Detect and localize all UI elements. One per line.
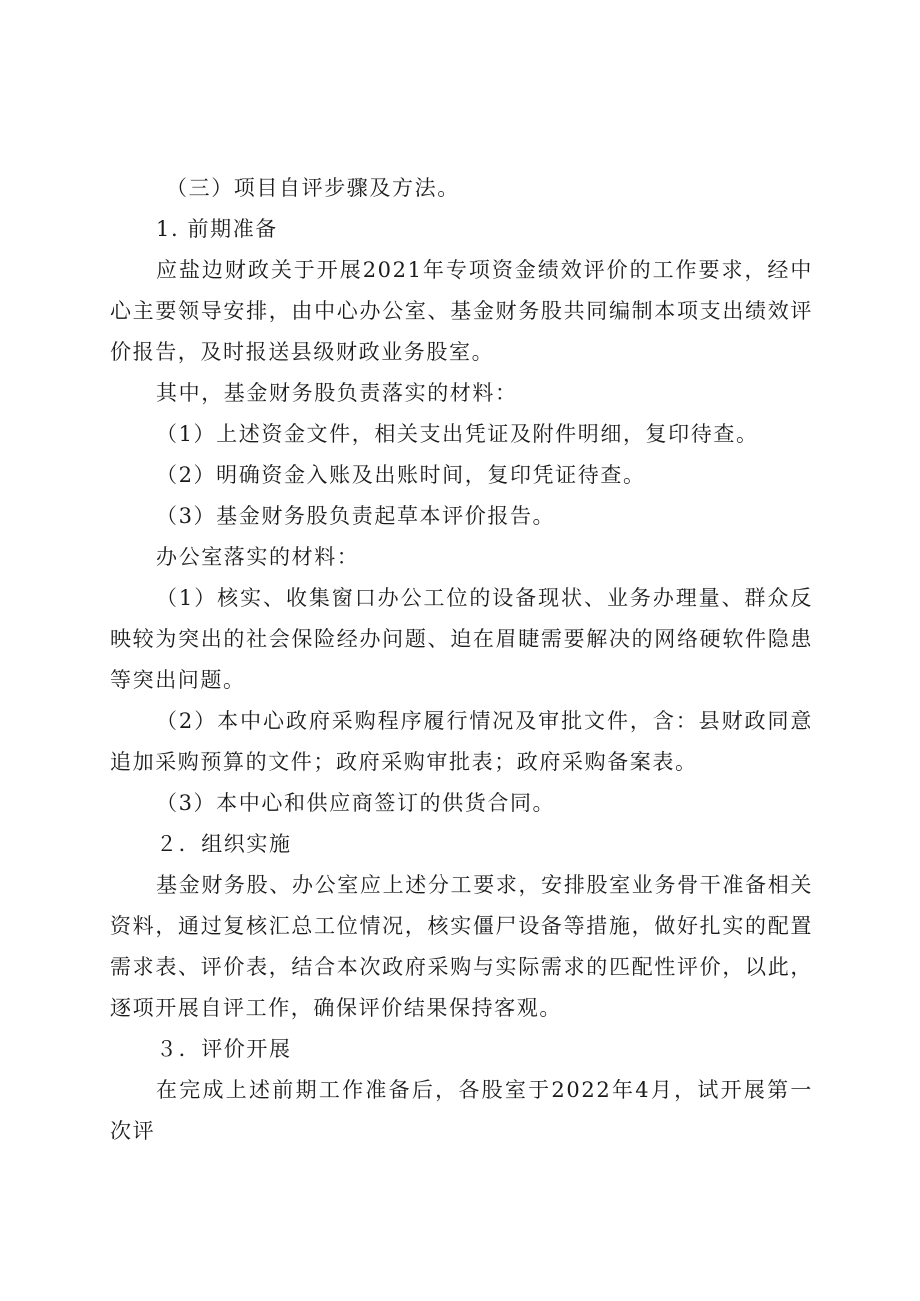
subheading-implementation: ２．组织实施 (156, 832, 292, 856)
subheading-evaluation: ３．评价开展 (156, 1037, 292, 1061)
paragraph-implementation: 基金财务股、办公室应上述分工要求，安排股室业务骨干准备相关资料，通过复核汇总工位情况，核实僵尸设备等措施，做好扎实的配置需求表、评价表，结合本次政府采购与实际需求的匹配性评价，以此，逐项开展自评工作，确保评价结果保持客观。 (110, 873, 813, 1020)
list-item-office-2: （2）本中心政府采购程序履行情况及审批文件，含：县财政同意追加采购预算的文件；政府采购审批表；政府采购备案表。 (110, 709, 813, 774)
paragraph-office-materials-intro: 办公室落实的材料： (156, 545, 360, 569)
paragraph-requirement: 应盐边财政关于开展2021年专项资金绩效评价的工作要求，经中心主要领导安排，由中心办公室、基金财务股共同编制本项支出绩效评价报告，及时报送县级财政业务股室。 (110, 258, 813, 364)
paragraph-finance-materials-intro: 其中，基金财务股负责落实的材料： (156, 381, 518, 405)
list-item-finance-3: （3）基金财务股负责起草本评价报告。 (156, 504, 556, 528)
paragraph-evaluation: 在完成上述前期工作准备后，各股室于2022年4月，试开展第一次评 (110, 1078, 813, 1143)
list-item-office-3: （3）本中心和供应商签订的供货合同。 (156, 791, 556, 815)
list-item-finance-1: （1）上述资金文件，相关支出凭证及附件明细，复印待查。 (156, 422, 759, 446)
document-body (110, 168, 813, 1152)
subheading-preparation: 1. 前期准备 (156, 217, 278, 241)
list-item-finance-2: （2）明确资金入账及出账时间，复印凭证待查。 (156, 463, 646, 487)
list-item-office-1: （1）核实、收集窗口办公工位的设备现状、业务办理量、群众反映较为突出的社会保险经办问题、迫在眉睫需要解决的网络硬软件隐患等突出问题。 (110, 586, 813, 692)
section-heading-steps: （三）项目自评步骤及方法。 (166, 176, 460, 200)
